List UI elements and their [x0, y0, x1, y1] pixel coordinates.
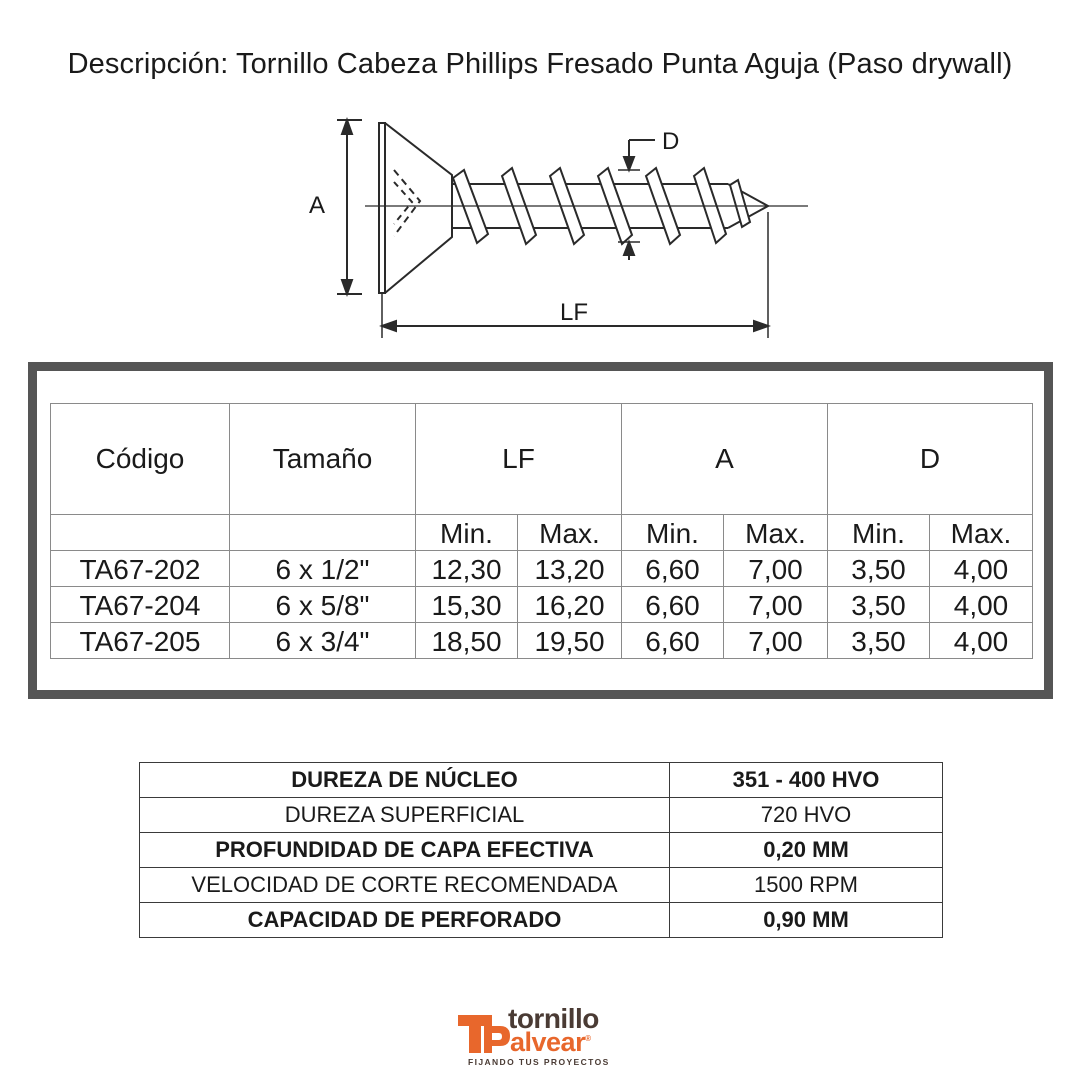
cell-a-max: 7,00 — [724, 551, 828, 587]
d-arrow-bottom — [624, 242, 634, 255]
d-arrow-top — [624, 157, 634, 170]
header-code: Código — [51, 404, 230, 515]
cell-d-min: 3,50 — [828, 551, 930, 587]
screw-head-plate — [379, 123, 385, 293]
lf-arrow-right — [754, 321, 768, 331]
cell-a-max: 7,00 — [724, 623, 828, 659]
property-label: VELOCIDAD DE CORTE RECOMENDADA — [140, 868, 670, 903]
property-row — [140, 868, 943, 903]
cell-a-min: 6,60 — [622, 551, 724, 587]
phillips-recess-inner — [394, 182, 412, 224]
property-row — [140, 763, 943, 798]
page-title: Descripción: Tornillo Cabeza Phillips Fresado Punta Aguja (Paso drywall) — [67, 48, 1013, 80]
a-arrow-top — [342, 120, 352, 134]
property-row — [140, 903, 943, 938]
subheader-a-min: Min. — [622, 515, 724, 551]
cell-lf-min: 18,50 — [416, 623, 518, 659]
cell-lf-min: 12,30 — [416, 551, 518, 587]
tornillo-alvear-logo-icon — [458, 1013, 512, 1055]
table-row — [51, 551, 1033, 587]
properties-table — [139, 762, 943, 938]
cell-code: TA67-202 — [51, 551, 230, 587]
cell-d-max: 4,00 — [930, 587, 1033, 623]
screw-head-cone — [385, 123, 452, 293]
cell-a-min: 6,60 — [622, 587, 724, 623]
logo-tagline: FIJANDO TUS PROYECTOS — [468, 1057, 610, 1067]
a-arrow-bottom — [342, 280, 352, 294]
cell-d-min: 3,50 — [828, 587, 930, 623]
table-header-row — [51, 404, 1033, 515]
logo-word-tornillo: tornillo — [508, 1003, 599, 1034]
property-label: CAPACIDAD DE PERFORADO — [140, 903, 670, 938]
subheader-empty — [51, 515, 230, 551]
phillips-recess — [394, 170, 420, 236]
cell-size: 6 x 1/2" — [230, 551, 416, 587]
header-d: D — [828, 404, 1033, 515]
cell-lf-max: 19,50 — [518, 623, 622, 659]
property-label: DUREZA SUPERFICIAL — [140, 798, 670, 833]
cell-size: 6 x 3/4" — [230, 623, 416, 659]
property-label: DUREZA DE NÚCLEO — [140, 763, 670, 798]
cell-lf-min: 15,30 — [416, 587, 518, 623]
table-row — [51, 623, 1033, 659]
table-row — [51, 587, 1033, 623]
header-a: A — [622, 404, 828, 515]
subheader-lf-min: Min. — [416, 515, 518, 551]
property-label: PROFUNDIDAD DE CAPA EFECTIVA — [140, 833, 670, 868]
cell-d-max: 4,00 — [930, 551, 1033, 587]
subheader-a-max: Max. — [724, 515, 828, 551]
subheader-d-min: Min. — [828, 515, 930, 551]
cell-size: 6 x 5/8" — [230, 587, 416, 623]
cell-d-min: 3,50 — [828, 623, 930, 659]
dimension-label-lf: LF — [560, 299, 589, 326]
property-value: 720 HVO — [670, 798, 943, 833]
logo-word-alvear: alvear® — [510, 1027, 591, 1057]
dimension-label-d: D — [662, 128, 680, 155]
property-value: 351 - 400 HVO — [670, 763, 943, 798]
header-lf: LF — [416, 404, 622, 515]
table-subheader-row — [51, 515, 1033, 551]
property-value: 0,20 MM — [670, 833, 943, 868]
brand-logo — [458, 1005, 628, 1070]
cell-code: TA67-204 — [51, 587, 230, 623]
cell-d-max: 4,00 — [930, 623, 1033, 659]
dimensions-table — [50, 403, 1033, 659]
cell-a-max: 7,00 — [724, 587, 828, 623]
lf-arrow-left — [382, 321, 396, 331]
cell-code: TA67-205 — [51, 623, 230, 659]
cell-lf-max: 13,20 — [518, 551, 622, 587]
header-size: Tamaño — [230, 404, 416, 515]
property-value: 1500 RPM — [670, 868, 943, 903]
subheader-empty — [230, 515, 416, 551]
subheader-lf-max: Max. — [518, 515, 622, 551]
property-row — [140, 798, 943, 833]
cell-lf-max: 16,20 — [518, 587, 622, 623]
thread-flight — [730, 180, 750, 227]
screw-diagram — [290, 110, 830, 345]
cell-a-min: 6,60 — [622, 623, 724, 659]
property-value: 0,90 MM — [670, 903, 943, 938]
dimension-label-a: A — [309, 192, 326, 219]
subheader-d-max: Max. — [930, 515, 1033, 551]
property-row — [140, 833, 943, 868]
